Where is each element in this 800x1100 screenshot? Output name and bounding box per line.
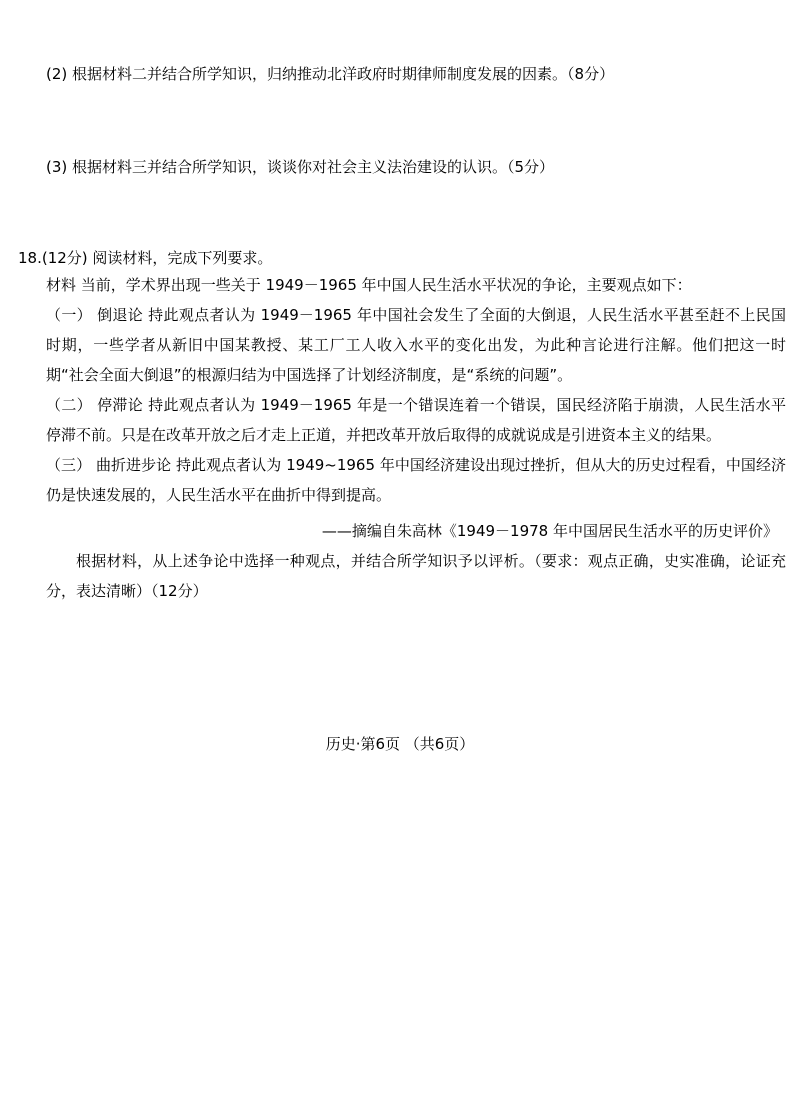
q17-part3: (3) 根据材料三并结合所学知识，谈谈你对社会主义法治建设的认识。（5分） <box>46 158 555 176</box>
q18-view-stagnation: （二） 停滞论 持此观点者认为 1949－1965 年是一个错误连着一个错误，国民经济陷于崩溃，人民生活水平停滞不前。只是在改革开放之后才走上正道，并把改革开放后取得的成就说成是引进资本主义的结果。 <box>46 396 786 444</box>
q18-header: 18.(12分) 阅读材料，完成下列要求。 <box>18 249 273 267</box>
page-footer: 历史·第6页 （共6页） <box>325 735 475 753</box>
q18-material-intro: 材料 当前，学术界出现一些关于 1949－1965 年中国人民生活水平状况的争论，主要观点如下： <box>46 276 692 294</box>
q18-question: 根据材料，从上述争论中选择一种观点，并结合所学知识予以评析。（要求：观点正确，史实准确，论证充分，表达清晰）（12分） <box>46 552 786 600</box>
q18-view-tortuous-progress: （三） 曲折进步论 持此观点者认为 1949~1965 年中国经济建设出现过挫折，但从大的历史过程看，中国经济仍是快速发展的，人民生活水平在曲折中得到提高。 <box>46 456 786 504</box>
q18-source-citation: ——摘编自朱高林《1949－1978 年中国居民生活水平的历史评价》 <box>321 522 778 540</box>
q17-part2: (2) 根据材料二并结合所学知识，归纳推动北洋政府时期律师制度发展的因素。（8分） <box>46 65 615 83</box>
q18-view-regression: （一） 倒退论 持此观点者认为 1949－1965 年中国社会发生了全面的大倒退，人民生活水平甚至赶不上民国时期，一些学者从新旧中国某教授、某工厂工人收入水平的变化出发，为此种言论进行注解。他们把这一时期“社会全面大倒退”的根源归结为中国选择了计划经济制度，是“系统的问题”。 <box>46 306 786 384</box>
